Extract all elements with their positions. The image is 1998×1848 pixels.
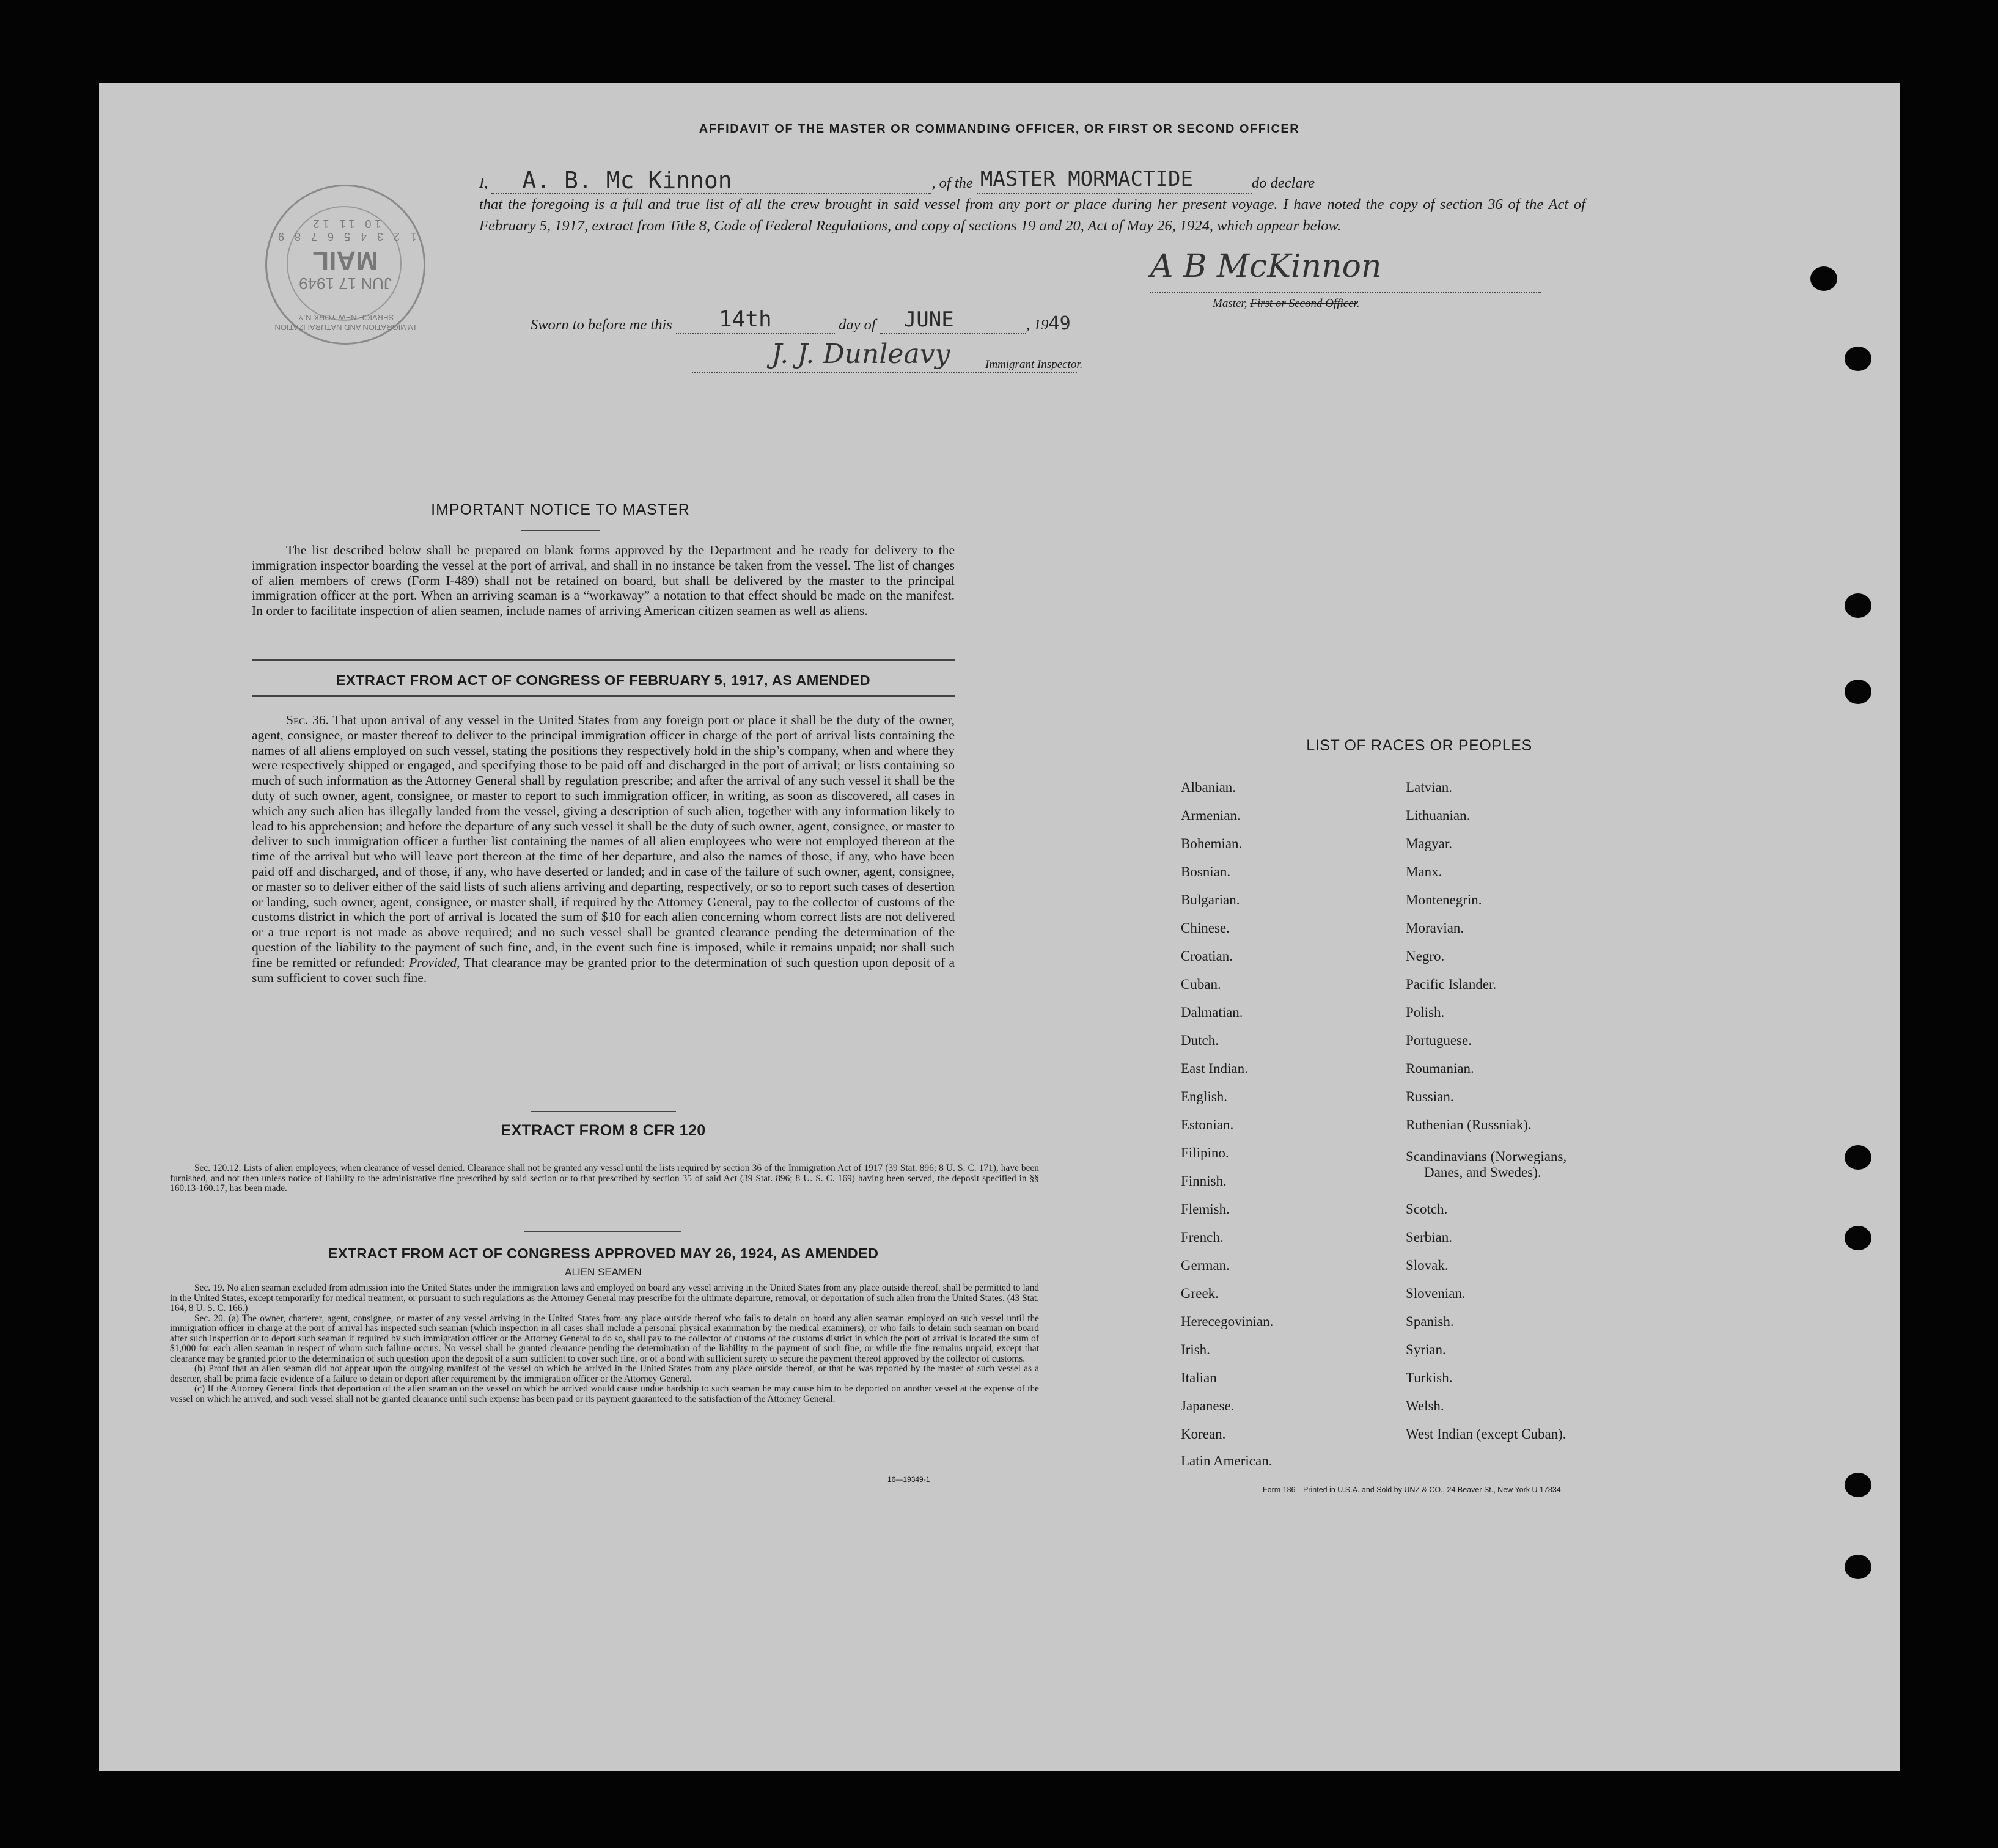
race-item: West Indian (except Cuban). [1406, 1426, 1566, 1442]
cfr-heading: EXTRACT FROM 8 CFR 120 [501, 1122, 706, 1139]
of-the-label: , of the [931, 175, 973, 191]
race-item: Roumanian. [1406, 1061, 1474, 1076]
cfr-text: Sec. 120.12. Lists of alien employees; when clearance of vessel denied. Clearance shall not be granted any vessel until the lists required by section 36 of the Immigration Act of 1917 (39 Stat. 896; 8 U. S. C. 171), have been furnished, and not then unless notice of liability to the administrative fine prescribed by said section or to that prescribed by section 35 of said Act (39 Stat. 896; 8 U. S. C. 169) having been served, the deposit specified in §§ 160.13-160.17, has been made. [170, 1163, 1039, 1194]
race-item: Russian. [1406, 1089, 1454, 1104]
race-item: French. [1181, 1230, 1224, 1245]
name-handwritten: A. B. Mc Kinnon [522, 167, 732, 194]
master-label [1213, 297, 1360, 310]
race-item: Slovak. [1406, 1258, 1449, 1273]
race-item: Dutch. [1181, 1033, 1219, 1048]
binder-hole [1845, 1145, 1871, 1170]
master-label-struck: First or Second Officer [1250, 297, 1357, 310]
race-item: East Indian. [1181, 1061, 1248, 1076]
race-item: Bosnian. [1181, 864, 1231, 879]
declaration [479, 167, 1585, 237]
race-item: Welsh. [1406, 1398, 1444, 1414]
race-item: Filipino. [1181, 1145, 1229, 1160]
race-item: Greek. [1181, 1286, 1219, 1301]
stamp-numbers: 1 2 3 4 5 6 7 8 9 10 11 12 [274, 218, 417, 243]
master-signature-line [1150, 292, 1541, 293]
document-sheet [99, 83, 1900, 1771]
sworn-year: 49 [1048, 313, 1071, 334]
sworn-day-field [676, 307, 835, 334]
race-item: Moravian. [1406, 920, 1464, 936]
race-item: Armenian. [1181, 808, 1241, 823]
race-item: Herecegovinian. [1181, 1314, 1274, 1329]
race-item: Serbian. [1406, 1230, 1453, 1245]
race-item: Scotch. [1406, 1201, 1448, 1217]
declaration-text: that the foregoing is a full and true list of all the crew brought in said vessel from any port or place during her present voyage. I have noted the copy of section 36 of the Act of February 5, 1917, extract from Title 8, Code of Federal Regulations, and copy of sections 19 and 20, Act of May 26, 1924, which appear below. [479, 196, 1585, 234]
binder-hole [1845, 593, 1871, 618]
race-item: Magyar. [1406, 836, 1453, 851]
extract-1917-heading: EXTRACT FROM ACT OF CONGRESS OF FEBRUARY 5, 1917, AS AMENDED [336, 672, 870, 688]
extract-1917-rule [252, 695, 955, 697]
race-item: Japanese. [1181, 1398, 1235, 1414]
race-item: Manx. [1406, 864, 1442, 879]
sec-20c-paragraph: (c) If the Attorney General finds that deportation of the alien seaman on the vessel on which he arrived would cause undue hardship to such seaman he may cause him to be deported on another vessel at the expense of the vessel on which he arrived, and such vessel shall not be granted clearance until such expense has been paid or its payment guaranteed to the satisfaction of the Attorney General. [170, 1384, 1039, 1404]
form-footer-note: Form 186—Printed in U.S.A. and Sold by UNZ & CO., 24 Beaver St., New York U 17834 [1263, 1486, 1561, 1494]
extract-1924-text [170, 1283, 1039, 1404]
vessel-handwritten: MASTER MORMACTIDE [980, 167, 1193, 191]
sec-36-label: Sec. 36. [286, 713, 329, 727]
notice-rule [521, 530, 600, 531]
extract-1924-heading: EXTRACT FROM ACT OF CONGRESS APPROVED MAY 26, 1924, AS AMENDED [328, 1245, 879, 1261]
extract-1917-text [252, 713, 955, 985]
declaration-i: I, [479, 175, 488, 191]
race-item: Spanish. [1406, 1314, 1454, 1329]
sec-36-provided: Provided, [409, 955, 460, 970]
race-item: Bulgarian. [1181, 892, 1240, 908]
race-item: Portuguese. [1406, 1033, 1472, 1048]
vessel-field [977, 167, 1252, 194]
race-item: Estonian. [1181, 1117, 1234, 1132]
inspector-signature-line [692, 372, 1077, 373]
race-item: German. [1181, 1258, 1230, 1273]
race-item: Bohemian. [1181, 836, 1243, 851]
binder-hole [1845, 1555, 1871, 1579]
sec-19-paragraph: Sec. 19. No alien seaman excluded from admission into the United States under the immigration laws and employed on board any vessel arriving in the United States from any place outside thereof, shall be permitted to land in the United States, except temporarily for medical treatment, or pursuant to such regulations as the Attorney General may prescribe for the ultimate departure, removal, or deportation of such alien from the United States. (43 Stat. 164, 8 U. S. C. 166.) [170, 1283, 1039, 1313]
declaration-first-line [479, 167, 1585, 194]
notice-heading: IMPORTANT NOTICE TO MASTER [431, 501, 690, 518]
affidavit-title: AFFIDAVIT OF THE MASTER OR COMMANDING OFFICER, OR FIRST OR SECOND OFFICER [699, 122, 1300, 136]
binder-hole [1845, 346, 1871, 371]
race-item: Dalmatian. [1181, 1005, 1243, 1020]
sworn-line [531, 307, 1071, 334]
race-item: Ruthenian (Russniak). [1406, 1117, 1532, 1132]
race-item: Latvian. [1406, 780, 1452, 795]
master-label-master: Master, [1213, 297, 1247, 310]
stamp-date: JUN 17 1949 [299, 274, 392, 293]
race-item: Flemish. [1181, 1201, 1230, 1217]
sec-20a-paragraph: Sec. 20. (a) The owner, charterer, agent, consignee, or master of any vessel arriving in the United States from any place outside thereof who fails to detain on board any alien seaman employed on such vessel until the immigration officer in charge at the port of arrival has inspected such seaman (which inspection in all cases shall include a personal physical examination by the medical examiners), or who fails to detain such seaman on board after such inspection or to deport such seaman if required by such immigration officer or the Attorney General to do so, shall pay to the collector of customs of the customs district in which the port of arrival is located the sum of $1,000 for each alien seaman in respect of whom such failure occurs. No vessel shall be granted clearance pending the determination of the liability to the payment of such fine, or while the fine remains unpaid, except that clearance may be granted prior to the determination of such question upon the deposit of a sum sufficient to cover such fine, or of a bond with sufficient surety to secure the payment thereof approved by the collector of customs. [170, 1313, 1039, 1364]
mail-stamp [265, 185, 425, 345]
stamp-agency: IMMIGRATION AND NATURALIZATION SERVICE NEW YORK N.Y. [274, 313, 416, 332]
year-prefix: , 19 [1026, 317, 1049, 333]
day-of-label: day of [839, 317, 876, 333]
inspector-label: Immigrant Inspector. [985, 358, 1083, 371]
sworn-month-field [880, 307, 1026, 334]
race-item: Croatian. [1181, 948, 1233, 964]
stamp-mail: MAIL [312, 246, 378, 276]
extract-1924-rule-top [524, 1231, 681, 1232]
race-item: Chinese. [1181, 920, 1230, 936]
race-item: Turkish. [1406, 1370, 1453, 1385]
race-item: Slovenian. [1406, 1286, 1466, 1301]
binder-hole [1845, 1226, 1871, 1250]
race-item: Pacific Islander. [1406, 977, 1497, 992]
master-signature: A B McKinnon [1150, 248, 1382, 285]
extract-1924-code: 16—19349-1 [887, 1475, 930, 1484]
race-item: Latin American. [1181, 1453, 1273, 1469]
sec-36-body-end: That clearance may be granted prior to the determination of such question upon deposit of a sum sufficient to cover such fine. [252, 955, 955, 985]
races-right-column [1406, 780, 1724, 1562]
race-item: Montenegrin. [1406, 892, 1482, 908]
race-item: Negro. [1406, 948, 1445, 964]
races-left-column [1181, 780, 1413, 1562]
sworn-month: JUNE [903, 307, 954, 332]
race-item: Danes, and Swedes). [1424, 1165, 1541, 1180]
race-item: Albanian. [1181, 780, 1236, 795]
notice-text: The list described below shall be prepared on blank forms approved by the Department and be ready for delivery to the immigration inspector boarding the vessel at the port of arrival, and shall in no instance be taken from the vessel. The list of changes of alien members of crews (Form I-489) shall not be retained on board, but shall be delivered by the master to the principal immigration officer at the port. When an arriving seaman is a “workaway” a notation to that effect should be made on the manifest. In order to facilitate inspection of alien seamen, include names of arriving American citizen seamen as well as aliens. [252, 543, 955, 618]
race-item: Finnish. [1181, 1173, 1227, 1189]
race-item: Italian [1181, 1370, 1217, 1385]
binder-hole [1845, 1473, 1871, 1497]
section-rule-top [252, 659, 955, 661]
alien-seamen-subheading: ALIEN SEAMEN [565, 1266, 642, 1278]
race-item: English. [1181, 1089, 1228, 1104]
race-item: Lithuanian. [1406, 808, 1471, 823]
races-heading: LIST OF RACES OR PEOPLES [1306, 737, 1532, 754]
race-item: Korean. [1181, 1426, 1226, 1442]
cfr-rule-top [531, 1111, 676, 1112]
sworn-day: 14th [718, 307, 772, 332]
do-declare-label: do declare [1251, 175, 1315, 191]
race-item: Scandinavians (Norwegians, [1406, 1149, 1567, 1164]
race-item: Cuban. [1181, 977, 1221, 992]
race-item: Irish. [1181, 1342, 1210, 1357]
sec-20b-paragraph: (b) Proof that an alien seaman did not appear upon the outgoing manifest of the vessel on which he arrived in the United States from any place outside thereof, or that he was reported by the master of such vessel as a deserter, shall be prima facie evidence of a failure to detain or deport after requirement by the immigration officer or the Attorney General. [170, 1363, 1039, 1384]
master-label-end: . [1356, 297, 1360, 310]
inspector-signature: J. J. Dunleavy [771, 339, 950, 370]
binder-hole [1845, 680, 1871, 704]
sec-36-body: That upon arrival of any vessel in the United States from any foreign port or place it shall be the duty of the owner, agent, consignee, or master thereof to deliver to the principal immigration officer in charge of the port of arrival lists containing the names of all aliens employed on such vessel, stating the positions they respectively hold in the ship’s company, when and where they were respectively shipped or engaged, and specifying those to be paid off and discharged in the port of arrival; or lists containing so much of such information as the Attorney General shall by regulation prescribe; and after the arrival of any such vessel it shall be the duty of such owner, agent, consignee, or master to report to such immigration officer, in writing, as soon as discovered, all cases in which any such alien has illegally landed from the vessel, giving a description of such alien, together with any information likely to lead to his apprehension; and before the departure of any such vessel it shall be the duty of such owner, agent, consignee, or master to deliver to such immigration officer a further list containing the names of all alien employees who were not employed thereon at the time of the arrival but who will leave port thereon at the time of her departure, and also the names of those, if any, who have been paid off and discharged, and of those, if any, who have deserted or landed; and in case of the failure of such owner, agent, consignee, or master so to deliver either of the said lists of such aliens arriving and departing, respectively, or so to report such cases of desertion or landing, such owner, agent, consignee, or master shall, if required by the Attorney General, pay to the collector of customs of the customs district in which the port of arrival is located the sum of $10 for each alien concerning whom correct lists are not delivered or a true report is not made as above required; and no such vessel shall be granted clearance pending the determination of the question of the liability to the payment of such fine, and, in the event such fine is imposed, while it remains unpaid; nor shall such fine be remitted or refunded: [252, 713, 955, 970]
binder-hole [1810, 266, 1837, 291]
race-item: Syrian. [1406, 1342, 1446, 1357]
race-item: Polish. [1406, 1005, 1445, 1020]
name-field [491, 167, 931, 194]
sworn-text: Sworn to before me this [531, 317, 672, 333]
